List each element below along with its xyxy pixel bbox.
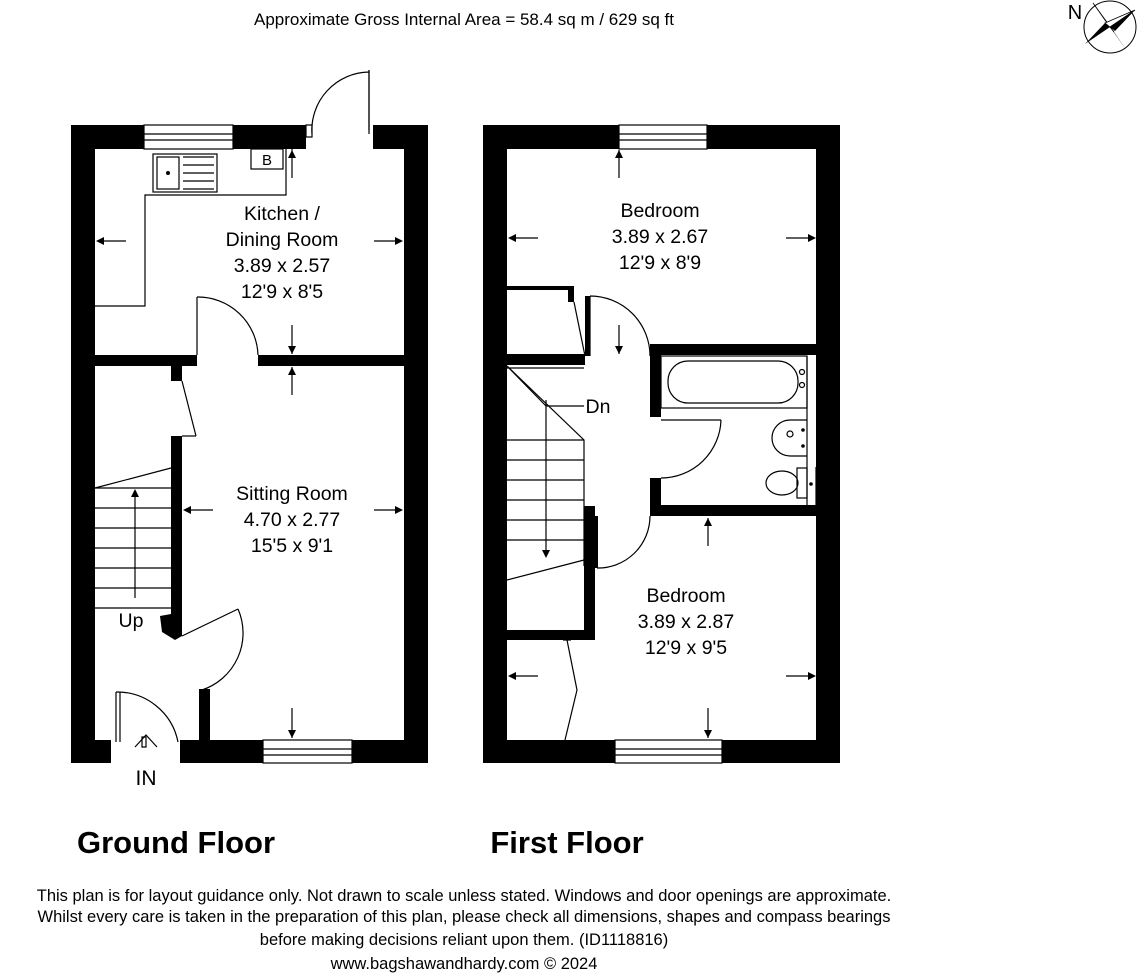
disclaimer-line3: before making decisions reliant upon them. (ID1118816) (259, 931, 669, 949)
sitting-room-imperial: 15'5 x 9'1 (250, 535, 334, 557)
stairs-up-label: Up (118, 610, 144, 632)
entrance-label: IN (135, 767, 157, 790)
gross-area-text: Approximate Gross Internal Area = 58.4 sq m / 629 sq ft (253, 10, 675, 29)
first-floor-title: First Floor (490, 825, 644, 860)
kitchen-name-line1: Kitchen / (244, 203, 320, 225)
compass-icon (1084, 1, 1136, 53)
bedroom2-name: Bedroom (646, 585, 726, 607)
north-label: N (1067, 2, 1083, 24)
ground-floor-plan (71, 70, 428, 763)
disclaimer-line1: This plan is for layout guidance only. Not drawn to scale unless stated. Windows and door openings are approximate. (36, 887, 892, 905)
bedroom1-name: Bedroom (620, 200, 700, 222)
bedroom1-imperial: 12'9 x 8'9 (618, 252, 702, 274)
disclaimer-line2: Whilst every care is taken in the preparation of this plan, please check all dimensions, shapes and compass bearings (37, 908, 891, 926)
sitting-room-metric: 4.70 x 2.77 (243, 509, 341, 531)
boiler-label: B (261, 152, 273, 169)
bedroom1-metric: 3.89 x 2.67 (611, 226, 709, 248)
bedroom2-imperial: 12'9 x 9'5 (644, 637, 728, 659)
kitchen-name-line2: Dining Room (225, 229, 339, 251)
stairs-down-label: Dn (585, 396, 611, 418)
website-link[interactable]: www.bagshawandhardy.com © 2024 (330, 955, 598, 973)
kitchen-metric: 3.89 x 2.57 (233, 255, 331, 277)
kitchen-imperial: 12'9 x 8'5 (240, 281, 324, 303)
bedroom2-metric: 3.89 x 2.87 (637, 611, 735, 633)
ground-floor-title: Ground Floor (76, 825, 276, 860)
sitting-room-name: Sitting Room (236, 483, 348, 505)
